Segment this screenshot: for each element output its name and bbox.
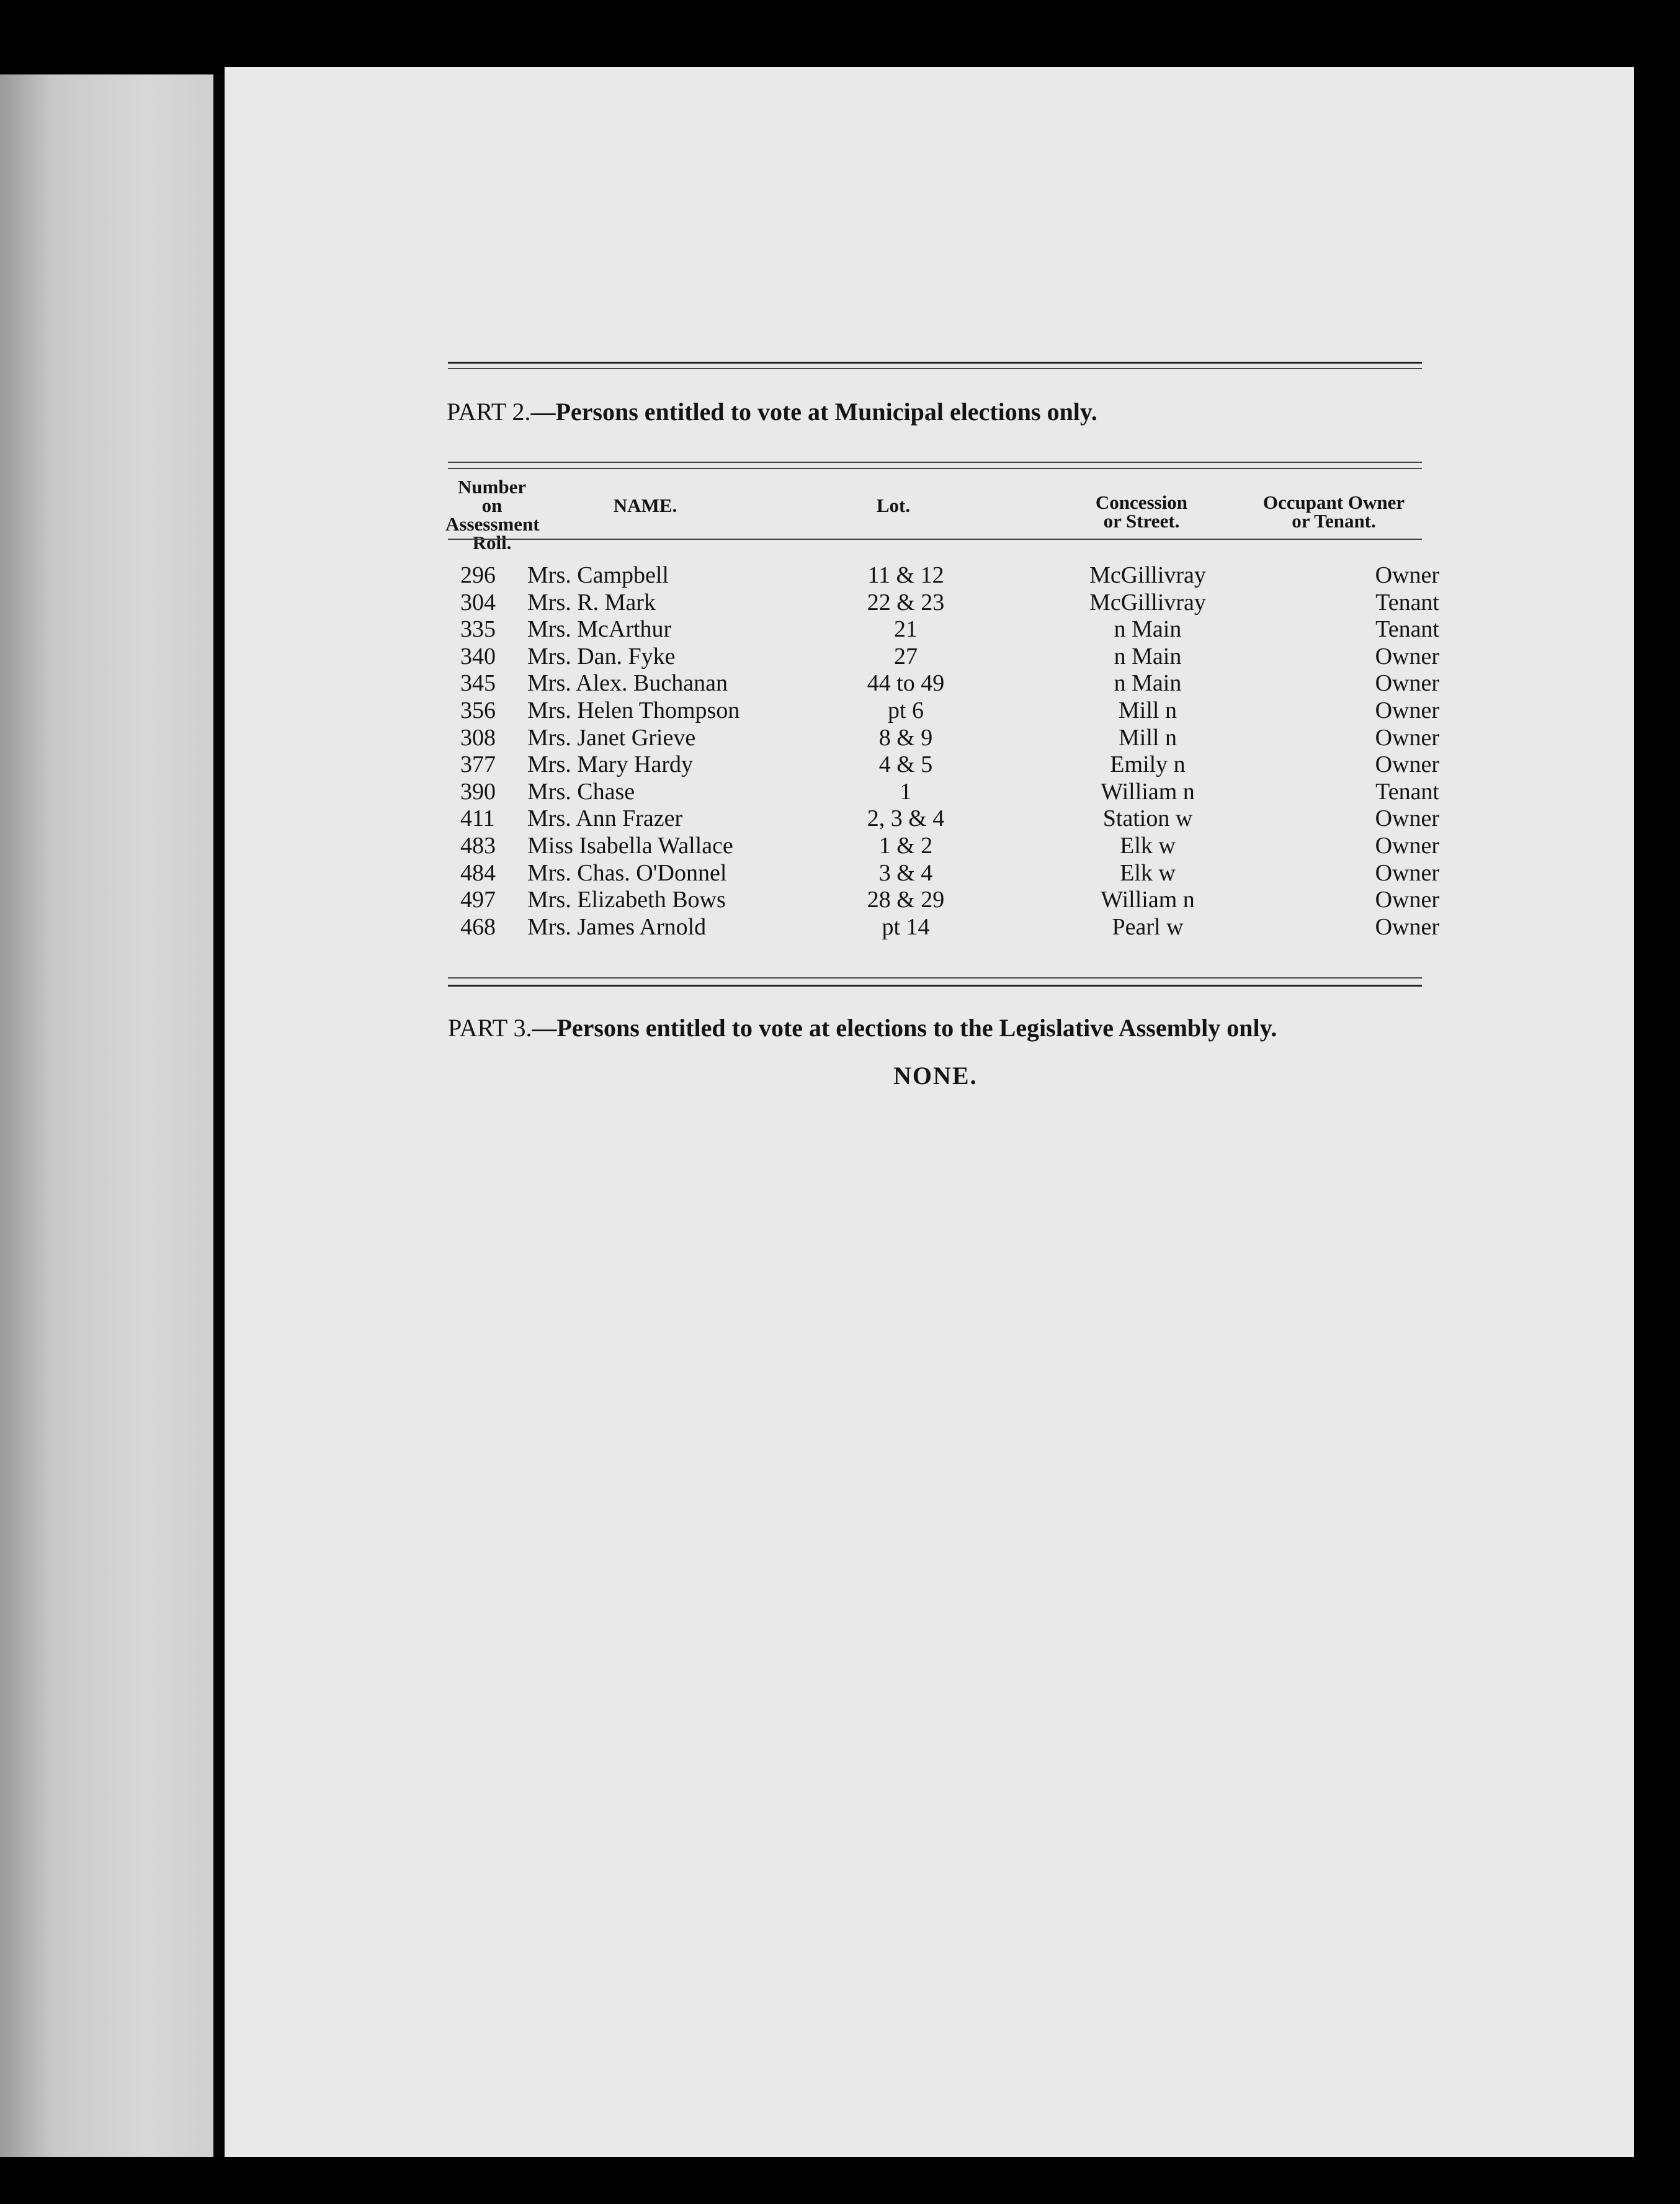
row-number: 345 [460,670,496,697]
row-lot: 1 & 2 [878,833,933,859]
row-lot: 21 [894,616,918,643]
row-number: 356 [460,697,496,723]
row-lot: pt 6 [887,697,924,723]
row-occupant: Owner [1375,833,1439,859]
row-concession: Elk w [1120,859,1176,886]
row-lot: 11 & 12 [867,562,944,588]
row-name: Mrs. R. Mark [527,589,656,616]
row-concession: McGillivray [1089,589,1206,616]
part2-title [447,397,1328,426]
table-row [447,616,1439,643]
table-rule-bottom [448,977,1422,979]
table-row [447,751,1439,778]
row-occupant: Owner [1375,859,1439,886]
part3-description: —Persons entitled to vote at elections to the Legislative Assembly only. [532,1014,1277,1042]
part3-label: PART 3. [448,1014,532,1042]
table-row [447,832,1439,859]
header-rule-bottom [448,539,1422,540]
row-lot: 28 & 29 [867,887,945,913]
table-row [447,670,1439,697]
row-name: Mrs. Ann Frazer [527,805,683,832]
row-occupant: Tenant [1375,589,1439,616]
row-lot: 8 & 9 [878,724,933,751]
row-name: Mrs. McArthur [527,616,672,643]
col-header-number: Number on Assessment Roll. [445,476,540,553]
row-lot: 44 to 49 [867,670,945,697]
top-rule-inner [448,368,1422,369]
table-row [447,886,1439,913]
row-name: Mrs. Chas. O'Donnel [527,859,727,886]
top-rule [448,362,1422,364]
row-number: 340 [460,643,496,670]
row-name: Mrs. Mary Hardy [527,751,694,778]
table-row [447,805,1439,832]
header-rule-top-inner [448,468,1422,469]
row-concession: Pearl w [1112,913,1184,940]
table-row [447,778,1439,805]
row-number: 377 [460,751,496,778]
row-number: 308 [460,724,496,751]
row-occupant: Tenant [1375,778,1439,805]
row-concession: Station w [1102,805,1193,832]
row-occupant: Owner [1375,805,1439,832]
table-row [447,697,1439,724]
row-occupant: Owner [1375,697,1439,723]
part3-title [448,1013,1277,1042]
row-lot: 27 [894,643,918,670]
row-name: Mrs. Dan. Fyke [527,643,676,670]
part2-description: —Persons entitled to vote at Municipal elections only. [530,398,1097,426]
row-concession: Emily n [1110,751,1186,778]
row-number: 468 [460,913,496,940]
row-concession: William n [1101,778,1195,805]
row-name: Mrs. James Arnold [527,913,707,940]
table-row [447,589,1439,616]
row-number: 484 [460,859,496,886]
row-name: Mrs. Alex. Buchanan [527,670,728,697]
row-name: Mrs. Helen Thompson [527,697,740,723]
row-concession: William n [1101,887,1195,913]
row-name: Mrs. Elizabeth Bows [527,887,726,913]
row-number: 390 [460,778,496,805]
row-occupant: Owner [1375,670,1439,697]
row-number: 483 [460,833,496,859]
header-rule-top [448,462,1422,463]
scan-border-right [1634,67,1680,2204]
row-lot: 3 & 4 [878,859,933,886]
row-lot: 4 & 5 [878,751,933,778]
col-header-lot: Lot. [876,495,911,516]
row-concession: Mill n [1119,697,1177,723]
row-occupant: Owner [1375,887,1439,913]
col-header-concession: Concession or Street. [1095,491,1188,532]
row-name: Miss Isabella Wallace [527,833,733,859]
row-name: Mrs. Chase [527,778,635,805]
row-number: 296 [460,562,496,588]
document-page [225,67,1634,2157]
row-number: 497 [460,887,496,913]
row-name: Mrs. Janet Grieve [527,724,696,751]
col-header-occupant: Occupant Owner or Tenant. [1262,491,1405,532]
book-spine [213,74,225,2204]
table-row [447,643,1439,670]
table-row [447,562,1439,589]
row-concession: McGillivray [1089,562,1206,588]
part2-label: PART 2. [447,398,531,426]
row-occupant: Tenant [1375,616,1439,643]
col-header-name: NAME. [613,495,677,516]
row-lot: 2, 3 & 4 [867,805,945,832]
none-label: NONE. [893,1062,978,1090]
scan-border-bottom [0,2157,1680,2204]
table-rule-bottom-outer [448,985,1422,987]
row-lot: pt 14 [882,913,930,940]
row-number: 304 [460,589,496,616]
row-occupant: Owner [1375,643,1439,670]
row-number: 411 [460,805,495,832]
table-row [447,913,1439,941]
row-lot: 1 [900,778,912,805]
row-occupant: Owner [1375,913,1439,940]
table-row [447,724,1439,751]
row-occupant: Owner [1375,724,1439,751]
row-concession: n Main [1114,643,1182,670]
row-lot: 22 & 23 [867,589,945,616]
row-occupant: Owner [1375,751,1439,778]
row-concession: n Main [1114,670,1182,697]
row-concession: n Main [1114,616,1182,643]
row-occupant: Owner [1375,562,1439,588]
row-concession: Mill n [1119,724,1177,751]
table-row [447,859,1439,887]
row-concession: Elk w [1120,833,1176,859]
row-name: Mrs. Campbell [527,562,669,588]
left-page [0,74,213,2178]
row-number: 335 [460,616,496,643]
